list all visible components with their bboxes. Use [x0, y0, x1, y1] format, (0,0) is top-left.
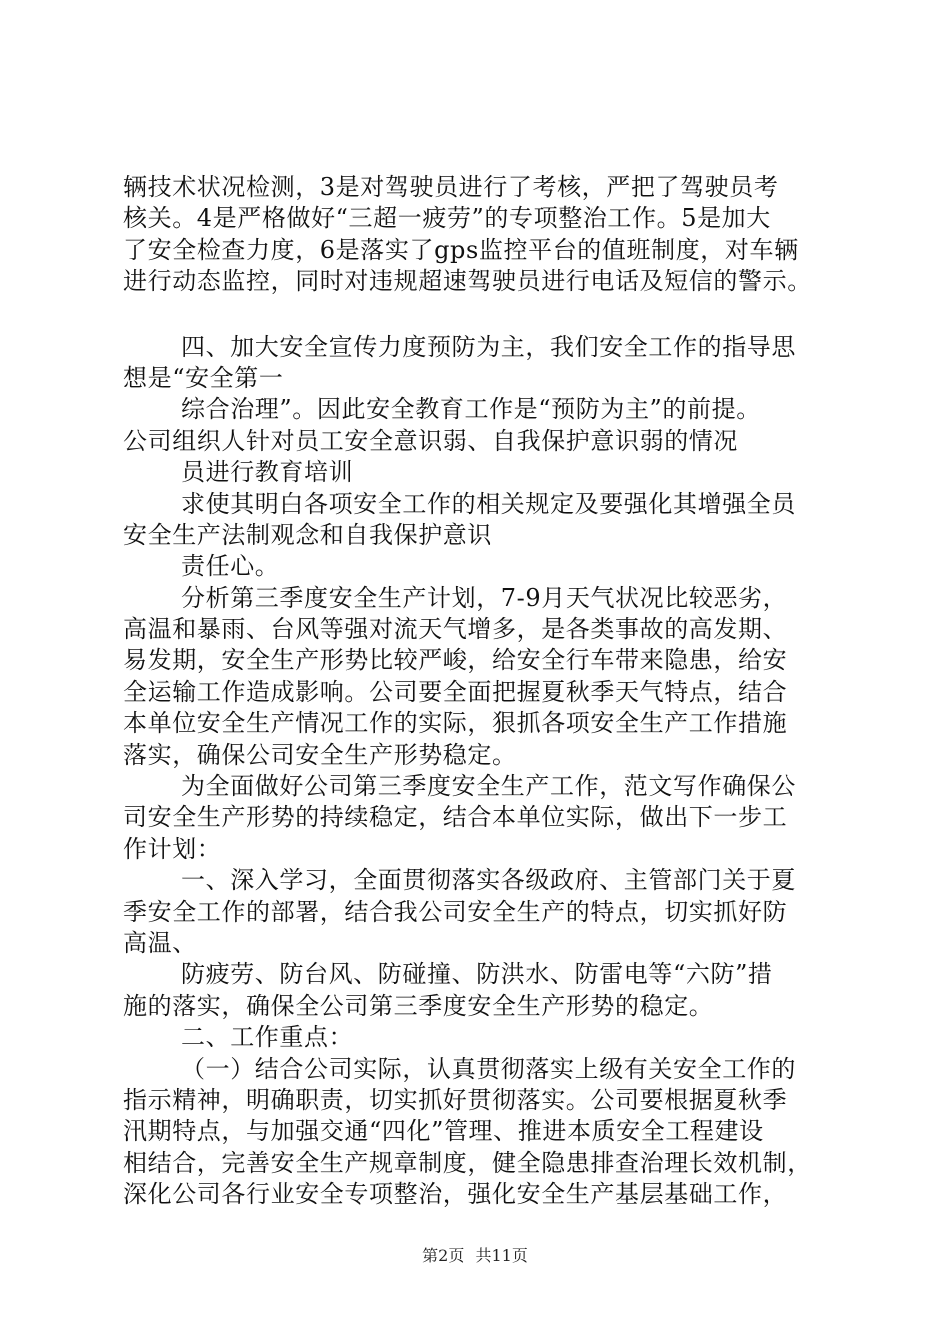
text-line: 高温和暴雨、台风等强对流天气增多，是各类事故的高发期、	[123, 615, 788, 644]
text-line: 公司组织人针对员工安全意识弱、自我保护意识弱的情况	[123, 426, 738, 455]
text-line: 本单位安全生产情况工作的实际，狠抓各项安全生产工作措施	[123, 709, 788, 738]
text-line: 一、深入学习，全面贯彻落实各级政府、主管部门关于夏	[181, 866, 796, 895]
text-line: 进行动态监控，同时对违规超速驾驶员进行电话及短信的警示。	[123, 267, 812, 296]
text-line: 高温、	[123, 928, 197, 957]
page-number: 第2页	[422, 1246, 465, 1265]
document-body	[123, 172, 843, 1211]
text-line: 综合治理”。因此安全教育工作是“预防为主”的前提。	[181, 395, 761, 424]
text-line: 深化公司各行业安全专项整治，强化安全生产基层基础工作，	[123, 1180, 788, 1209]
text-line: 核关。4是严格做好“三超一疲劳”的专项整治工作。5是加大	[123, 204, 771, 233]
text-line: 员进行教育培训	[181, 458, 354, 487]
text-line: 相结合，完善安全生产规章制度，健全隐患排查治理长效机制，	[123, 1148, 812, 1177]
text-line: 防疲劳、防台风、防碰撞、防洪水、防雷电等“六防”措	[181, 960, 773, 989]
text-line: 施的落实，确保全公司第三季度安全生产形势的稳定。	[123, 991, 714, 1020]
text-line: 责任心。	[181, 552, 280, 581]
text-line: 易发期，安全生产形势比较严峻，给安全行车带来隐患，给安	[123, 646, 788, 675]
text-line: 分析第三季度安全生产计划，7-9月天气状况比较恶劣，	[181, 583, 788, 612]
text-line: 安全生产法制观念和自我保护意识	[123, 520, 492, 549]
text-line: 二、工作重点：	[181, 1023, 354, 1052]
text-line: 落实，确保公司安全生产形势稳定。	[123, 740, 517, 769]
text-line: 全运输工作造成影响。公司要全面把握夏秋季天气特点，结合	[123, 677, 788, 706]
text-line: 为全面做好公司第三季度安全生产工作，范文写作确保公	[181, 772, 796, 801]
page-total: 共11页	[475, 1246, 528, 1265]
text-line: 季安全工作的部署，结合我公司安全生产的特点，切实抓好防	[123, 897, 788, 926]
text-line: 指示精神，明确职责，切实抓好贯彻落实。公司要根据夏秋季	[123, 1085, 788, 1114]
text-line: 了安全检查力度，6是落实了gps监控平台的值班制度，对车辆	[123, 235, 799, 264]
text-line: 四、加大安全宣传力度预防为主，我们安全工作的指导思	[181, 332, 796, 361]
text-line: 想是“安全第一	[123, 363, 284, 392]
text-line: 司安全生产形势的持续稳定，结合本单位实际，做出下一步工	[123, 803, 788, 832]
text-line: 求使其明白各项安全工作的相关规定及要强化其增强全员	[181, 489, 796, 518]
paragraph-gap	[123, 298, 843, 332]
page-footer	[0, 1243, 950, 1266]
text-line: 汛期特点，与加强交通“四化”管理、推进本质安全工程建设	[123, 1117, 764, 1146]
text-line: 作计划：	[123, 834, 222, 863]
text-line: 辆技术状况检测，3是对驾驶员进行了考核，严把了驾驶员考	[123, 173, 779, 201]
text-line: （一）结合公司实际，认真贯彻落实上级有关安全工作的	[181, 1054, 796, 1083]
